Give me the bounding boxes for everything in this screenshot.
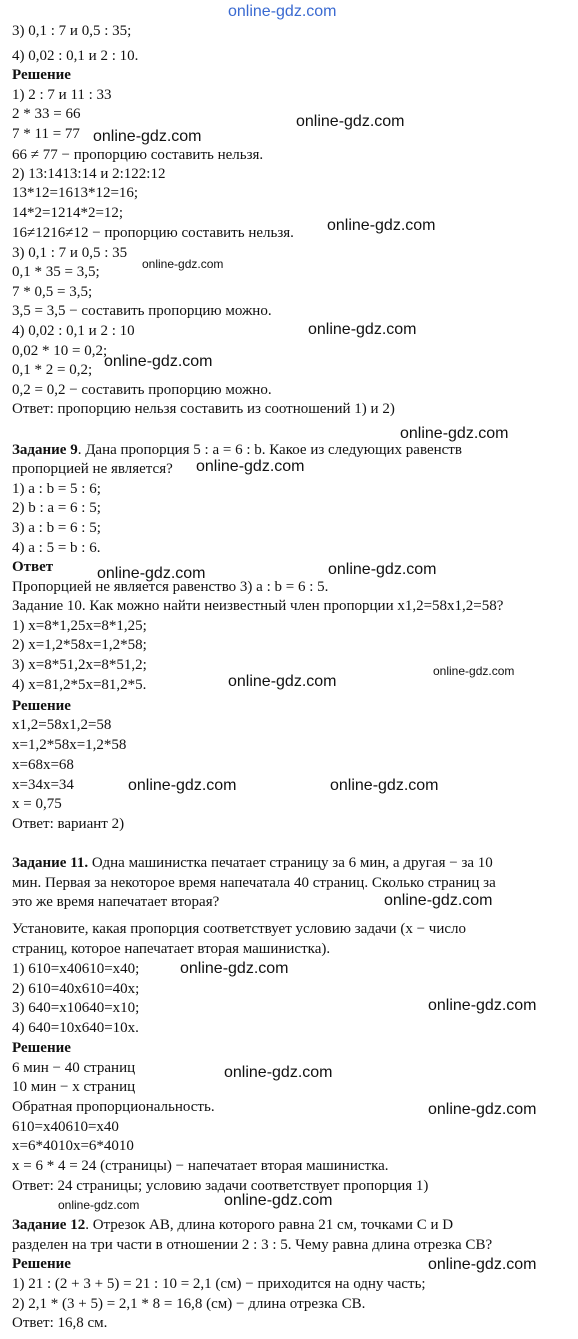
watermark: online-gdz.com — [93, 128, 202, 145]
task9-label: Задание 9 — [12, 442, 78, 458]
prev-option: 4) 0,02 : 0,1 и 2 : 10. — [12, 48, 139, 64]
solution-line: 3) 0,1 : 7 и 0,5 : 35 — [12, 245, 128, 261]
task10-option: 3) x=8*51,2x=8*51,2; — [12, 657, 147, 673]
solution-line: 14*2=1214*2=12; — [12, 205, 124, 221]
task11-label: Задание 11. — [12, 855, 89, 871]
solution-line: 2) 2,1 * (3 + 5) = 2,1 * 8 = 16,8 (см) − длина отрезка CB. — [12, 1296, 366, 1312]
solution-line: 4) 0,02 : 0,1 и 2 : 10 — [12, 323, 135, 339]
answer-line: Ответ: пропорцию нельзя составить из соотношений 1) и 2) — [12, 401, 395, 417]
solution-line: 7 * 11 = 77 — [12, 126, 80, 142]
solution-line: x=6*4010x=6*4010 — [12, 1138, 134, 1154]
solution-heading: Решение — [12, 67, 71, 83]
solution-heading: Решение — [12, 698, 71, 714]
solution-line: x = 0,75 — [12, 796, 62, 812]
task11-option: 3) 640=x10640=x10; — [12, 1000, 140, 1016]
task10-text: Задание 10. Как можно найти неизвестный член пропорции x1,2=58x1,2=58? — [12, 598, 504, 614]
answer-heading: Ответ — [12, 559, 54, 575]
solution-heading: Решение — [12, 1040, 71, 1056]
task11-option: 4) 640=10x640=10x. — [12, 1020, 139, 1036]
watermark: online-gdz.com — [224, 1064, 333, 1081]
solution-line: 610=x40610=x40 — [12, 1119, 119, 1135]
task12-label: Задание 12 — [12, 1217, 86, 1233]
solution-line: 0,1 * 2 = 0,2; — [12, 362, 93, 378]
watermark: online-gdz.com — [308, 321, 417, 338]
watermark: online-gdz.com — [428, 1256, 537, 1273]
solution-line: x = 6 * 4 = 24 (страницы) − напечатает вторая машинистка. — [12, 1158, 389, 1174]
task11-option: 1) 610=x40610=x40; — [12, 961, 140, 977]
solution-line: x=1,2*58x=1,2*58 — [12, 737, 127, 753]
watermark: online-gdz.com — [327, 217, 436, 234]
task9-text: пропорцией не является? — [12, 461, 173, 477]
prev-option: 3) 0,1 : 7 и 0,5 : 35; — [12, 23, 132, 39]
solution-line: 1) 21 : (2 + 3 + 5) = 21 : 10 = 2,1 (см) − приходится на одну часть; — [12, 1276, 426, 1292]
solution-line: 0,1 * 35 = 3,5; — [12, 264, 100, 280]
solution-line: x=68x=68 — [12, 757, 74, 773]
watermark: online-gdz.com — [180, 960, 289, 977]
answer-line: Ответ: 24 страницы; условию задачи соответствует пропорция 1) — [12, 1178, 429, 1194]
task9-option: 3) a : b = 6 : 5; — [12, 520, 101, 536]
watermark: online-gdz.com — [104, 353, 213, 370]
solution-line: x1,2=58x1,2=58 — [12, 717, 112, 733]
watermark: online-gdz.com — [330, 777, 439, 794]
task11-text: страниц, которое напечатает вторая машинистка). — [12, 941, 331, 957]
watermark: online-gdz.com — [128, 777, 237, 794]
watermark: online-gdz.com — [97, 565, 206, 582]
task11-text: это же время напечатает вторая? — [12, 894, 220, 910]
task9-text: Задание 9. Дана пропорция 5 : a = 6 : b. Какое из следующих равенств — [12, 442, 462, 458]
task12-text: разделен на три части в отношении 2 : 3 : 5. Чему равна длина отрезка CB? — [12, 1237, 493, 1253]
watermark: online-gdz.com — [428, 1101, 537, 1118]
task10-option: 2) x=1,2*58x=1,2*58; — [12, 637, 147, 653]
task11-text: мин. Первая за некоторое время напечатала 40 страниц. Сколько страниц за — [12, 875, 496, 891]
watermark: online-gdz.com — [142, 257, 224, 271]
task9-option: 2) b : a = 6 : 5; — [12, 500, 101, 516]
watermark: online-gdz.com — [433, 664, 515, 678]
watermark: online-gdz.com — [296, 113, 405, 130]
watermark: online-gdz.com — [228, 673, 337, 690]
solution-line: 16≠1216≠12 − пропорцию составить нельзя. — [12, 225, 294, 241]
task10-option: 4) x=81,2*5x=81,2*5. — [12, 677, 147, 693]
solution-line: 0,2 = 0,2 − составить пропорцию можно. — [12, 382, 272, 398]
watermark: online-gdz.com — [428, 997, 537, 1014]
solution-heading: Решение — [12, 1256, 71, 1272]
solution-line: 3,5 = 3,5 − составить пропорцию можно. — [12, 303, 272, 319]
watermark: online-gdz.com — [400, 425, 509, 442]
solution-line: 66 ≠ 77 − пропорцию составить нельзя. — [12, 147, 264, 163]
task10-option: 1) x=8*1,25x=8*1,25; — [12, 618, 147, 634]
watermark-top: online-gdz.com — [228, 3, 337, 20]
answer-line: Ответ: 16,8 см. — [12, 1315, 108, 1331]
solution-line: 2) 13:1413:14 и 2:122:12 — [12, 166, 166, 182]
solution-line: 7 * 0,5 = 3,5; — [12, 284, 93, 300]
watermark: online-gdz.com — [224, 1192, 333, 1209]
watermark: online-gdz.com — [384, 892, 493, 909]
task11-text: Задание 11. Одна машинистка печатает страницу за 6 мин, а другая − за 10 — [12, 855, 493, 871]
solution-line: 6 мин − 40 страниц — [12, 1060, 136, 1076]
watermark: online-gdz.com — [328, 561, 437, 578]
task9-option: 4) a : 5 = b : 6. — [12, 540, 101, 556]
task11-option: 2) 610=40x610=40x; — [12, 981, 140, 997]
solution-line: 2 * 33 = 66 — [12, 106, 81, 122]
watermark: online-gdz.com — [196, 458, 305, 475]
solution-line: 10 мин − x страниц — [12, 1079, 136, 1095]
task11-text: Установите, какая пропорция соответствует условию задачи (x − число — [12, 921, 466, 937]
task12-text: Задание 12. Отрезок AB, длина которого равна 21 см, точками C и D — [12, 1217, 454, 1233]
solution-line: 0,02 * 10 = 0,2; — [12, 343, 108, 359]
answer-line: Ответ: вариант 2) — [12, 816, 125, 832]
solution-line: 13*12=1613*12=16; — [12, 185, 139, 201]
solution-line: 1) 2 : 7 и 11 : 33 — [12, 87, 112, 103]
answer-line: Пропорцией не является равенство 3) a : b = 6 : 5. — [12, 579, 329, 595]
solution-line: x=34x=34 — [12, 777, 74, 793]
watermark: online-gdz.com — [58, 1198, 140, 1212]
solution-line: Обратная пропорциональность. — [12, 1099, 215, 1115]
task9-option: 1) a : b = 5 : 6; — [12, 481, 101, 497]
